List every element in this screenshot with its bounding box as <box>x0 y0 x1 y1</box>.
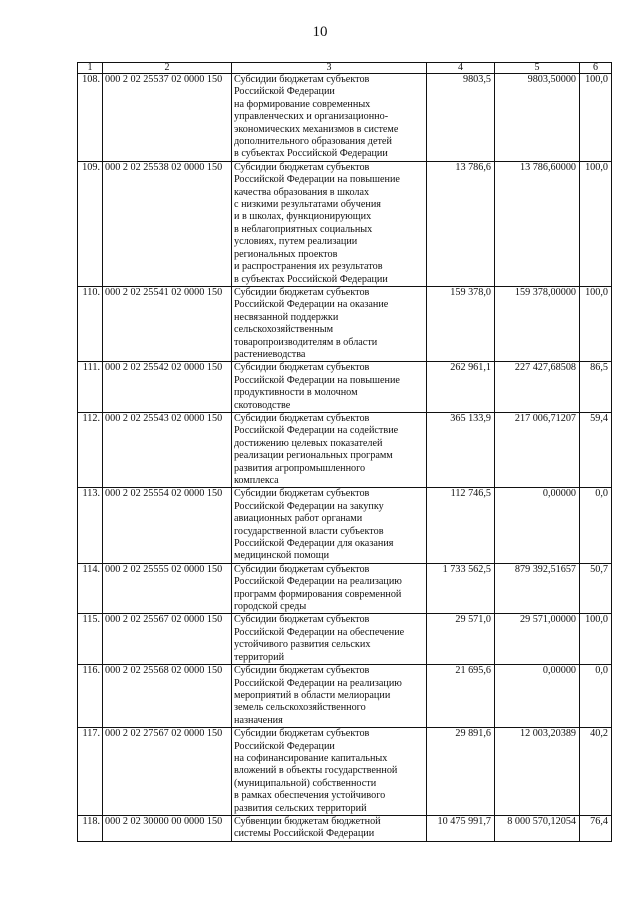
budget-code: 000 2 02 25537 02 0000 150 <box>103 74 232 162</box>
header-row <box>78 63 612 74</box>
table-row <box>78 74 612 162</box>
actual-amount: 217 006,71207 <box>495 412 580 487</box>
planned-amount: 29 891,6 <box>427 728 495 816</box>
table-row <box>78 665 612 728</box>
execution-percent: 0,0 <box>580 665 612 728</box>
column-header: 1 <box>78 63 103 74</box>
budget-code: 000 2 02 25567 02 0000 150 <box>103 614 232 665</box>
execution-percent: 76,4 <box>580 815 612 841</box>
row-description: Субсидии бюджетам субъектов Российской Федерации на формирование современных управленческих и организационно- экономических механизмов в системе дополнительного образования детей в субъектах Российской Федерации <box>232 74 427 162</box>
row-description: Субсидии бюджетам субъектов Российской Федерации на реализацию мероприятий в области мелиорации земель сельскохозяйственного назначения <box>232 665 427 728</box>
planned-amount: 112 746,5 <box>427 488 495 563</box>
table-row <box>78 362 612 413</box>
table-row <box>78 563 612 614</box>
row-number: 112. <box>78 412 103 487</box>
planned-amount: 159 378,0 <box>427 286 495 361</box>
actual-amount: 9803,50000 <box>495 74 580 162</box>
row-number: 110. <box>78 286 103 361</box>
table-row <box>78 286 612 361</box>
execution-percent: 100,0 <box>580 614 612 665</box>
actual-amount: 13 786,60000 <box>495 161 580 286</box>
row-number: 116. <box>78 665 103 728</box>
execution-percent: 100,0 <box>580 74 612 162</box>
row-number: 114. <box>78 563 103 614</box>
table-row <box>78 728 612 816</box>
execution-percent: 40,2 <box>580 728 612 816</box>
actual-amount: 12 003,20389 <box>495 728 580 816</box>
execution-percent: 86,5 <box>580 362 612 413</box>
column-header: 3 <box>232 63 427 74</box>
row-description: Субсидии бюджетам субъектов Российской Федерации на оказание несвязанной поддержки сельскохозяйственным товаропроизводителям в области растениеводства <box>232 286 427 361</box>
planned-amount: 365 133,9 <box>427 412 495 487</box>
budget-code: 000 2 02 25542 02 0000 150 <box>103 362 232 413</box>
row-description: Субсидии бюджетам субъектов Российской Федерации на содействие достижению целевых показателей реализации региональных программ развития агропромышленного комплекса <box>232 412 427 487</box>
planned-amount: 9803,5 <box>427 74 495 162</box>
row-number: 111. <box>78 362 103 413</box>
actual-amount: 8 000 570,12054 <box>495 815 580 841</box>
budget-code: 000 2 02 30000 00 0000 150 <box>103 815 232 841</box>
budget-code: 000 2 02 25543 02 0000 150 <box>103 412 232 487</box>
row-number: 117. <box>78 728 103 816</box>
budget-code: 000 2 02 27567 02 0000 150 <box>103 728 232 816</box>
table-row <box>78 161 612 286</box>
row-number: 108. <box>78 74 103 162</box>
row-description: Субсидии бюджетам субъектов Российской Федерации на обеспечение устойчивого развития сельских территорий <box>232 614 427 665</box>
actual-amount: 159 378,00000 <box>495 286 580 361</box>
column-header: 2 <box>103 63 232 74</box>
execution-percent: 100,0 <box>580 161 612 286</box>
actual-amount: 29 571,00000 <box>495 614 580 665</box>
planned-amount: 262 961,1 <box>427 362 495 413</box>
row-number: 115. <box>78 614 103 665</box>
budget-code: 000 2 02 25541 02 0000 150 <box>103 286 232 361</box>
row-description: Субвенции бюджетам бюджетной системы Российской Федерации <box>232 815 427 841</box>
page-number: 10 <box>312 24 328 40</box>
row-description: Субсидии бюджетам субъектов Российской Федерации на реализацию программ формирования современной городской среды <box>232 563 427 614</box>
budget-code: 000 2 02 25554 02 0000 150 <box>103 488 232 563</box>
row-number: 118. <box>78 815 103 841</box>
execution-percent: 100,0 <box>580 286 612 361</box>
column-header: 6 <box>580 63 612 74</box>
actual-amount: 0,00000 <box>495 488 580 563</box>
budget-code: 000 2 02 25538 02 0000 150 <box>103 161 232 286</box>
planned-amount: 13 786,6 <box>427 161 495 286</box>
row-description: Субсидии бюджетам субъектов Российской Федерации на повышение продуктивности в молочном скотоводстве <box>232 362 427 413</box>
planned-amount: 10 475 991,7 <box>427 815 495 841</box>
execution-percent: 0,0 <box>580 488 612 563</box>
row-number: 109. <box>78 161 103 286</box>
budget-code: 000 2 02 25555 02 0000 150 <box>103 563 232 614</box>
table-row <box>78 488 612 563</box>
actual-amount: 879 392,51657 <box>495 563 580 614</box>
table-row <box>78 614 612 665</box>
column-header: 4 <box>427 63 495 74</box>
actual-amount: 0,00000 <box>495 665 580 728</box>
row-description: Субсидии бюджетам субъектов Российской Федерации на софинансирование капитальных вложений в объекты государственной (муниципальной) собственности в рамках обеспечения устойчивого развития сельских территорий <box>232 728 427 816</box>
budget-table <box>77 62 612 842</box>
budget-code: 000 2 02 25568 02 0000 150 <box>103 665 232 728</box>
column-header: 5 <box>495 63 580 74</box>
planned-amount: 21 695,6 <box>427 665 495 728</box>
row-description: Субсидии бюджетам субъектов Российской Федерации на повышение качества образования в школах с низкими результатами обучения и в школах, функционирующих в неблагоприятных социальных условиях, путем реализации региональных проектов и распространения их результатов в субъектах Российской Федерации <box>232 161 427 286</box>
table-row <box>78 412 612 487</box>
execution-percent: 50,7 <box>580 563 612 614</box>
execution-percent: 59,4 <box>580 412 612 487</box>
row-description: Субсидии бюджетам субъектов Российской Федерации на закупку авиационных работ органами государственной власти субъектов Российской Федерации для оказания медицинской помощи <box>232 488 427 563</box>
row-number: 113. <box>78 488 103 563</box>
table-row <box>78 815 612 841</box>
actual-amount: 227 427,68508 <box>495 362 580 413</box>
planned-amount: 1 733 562,5 <box>427 563 495 614</box>
planned-amount: 29 571,0 <box>427 614 495 665</box>
